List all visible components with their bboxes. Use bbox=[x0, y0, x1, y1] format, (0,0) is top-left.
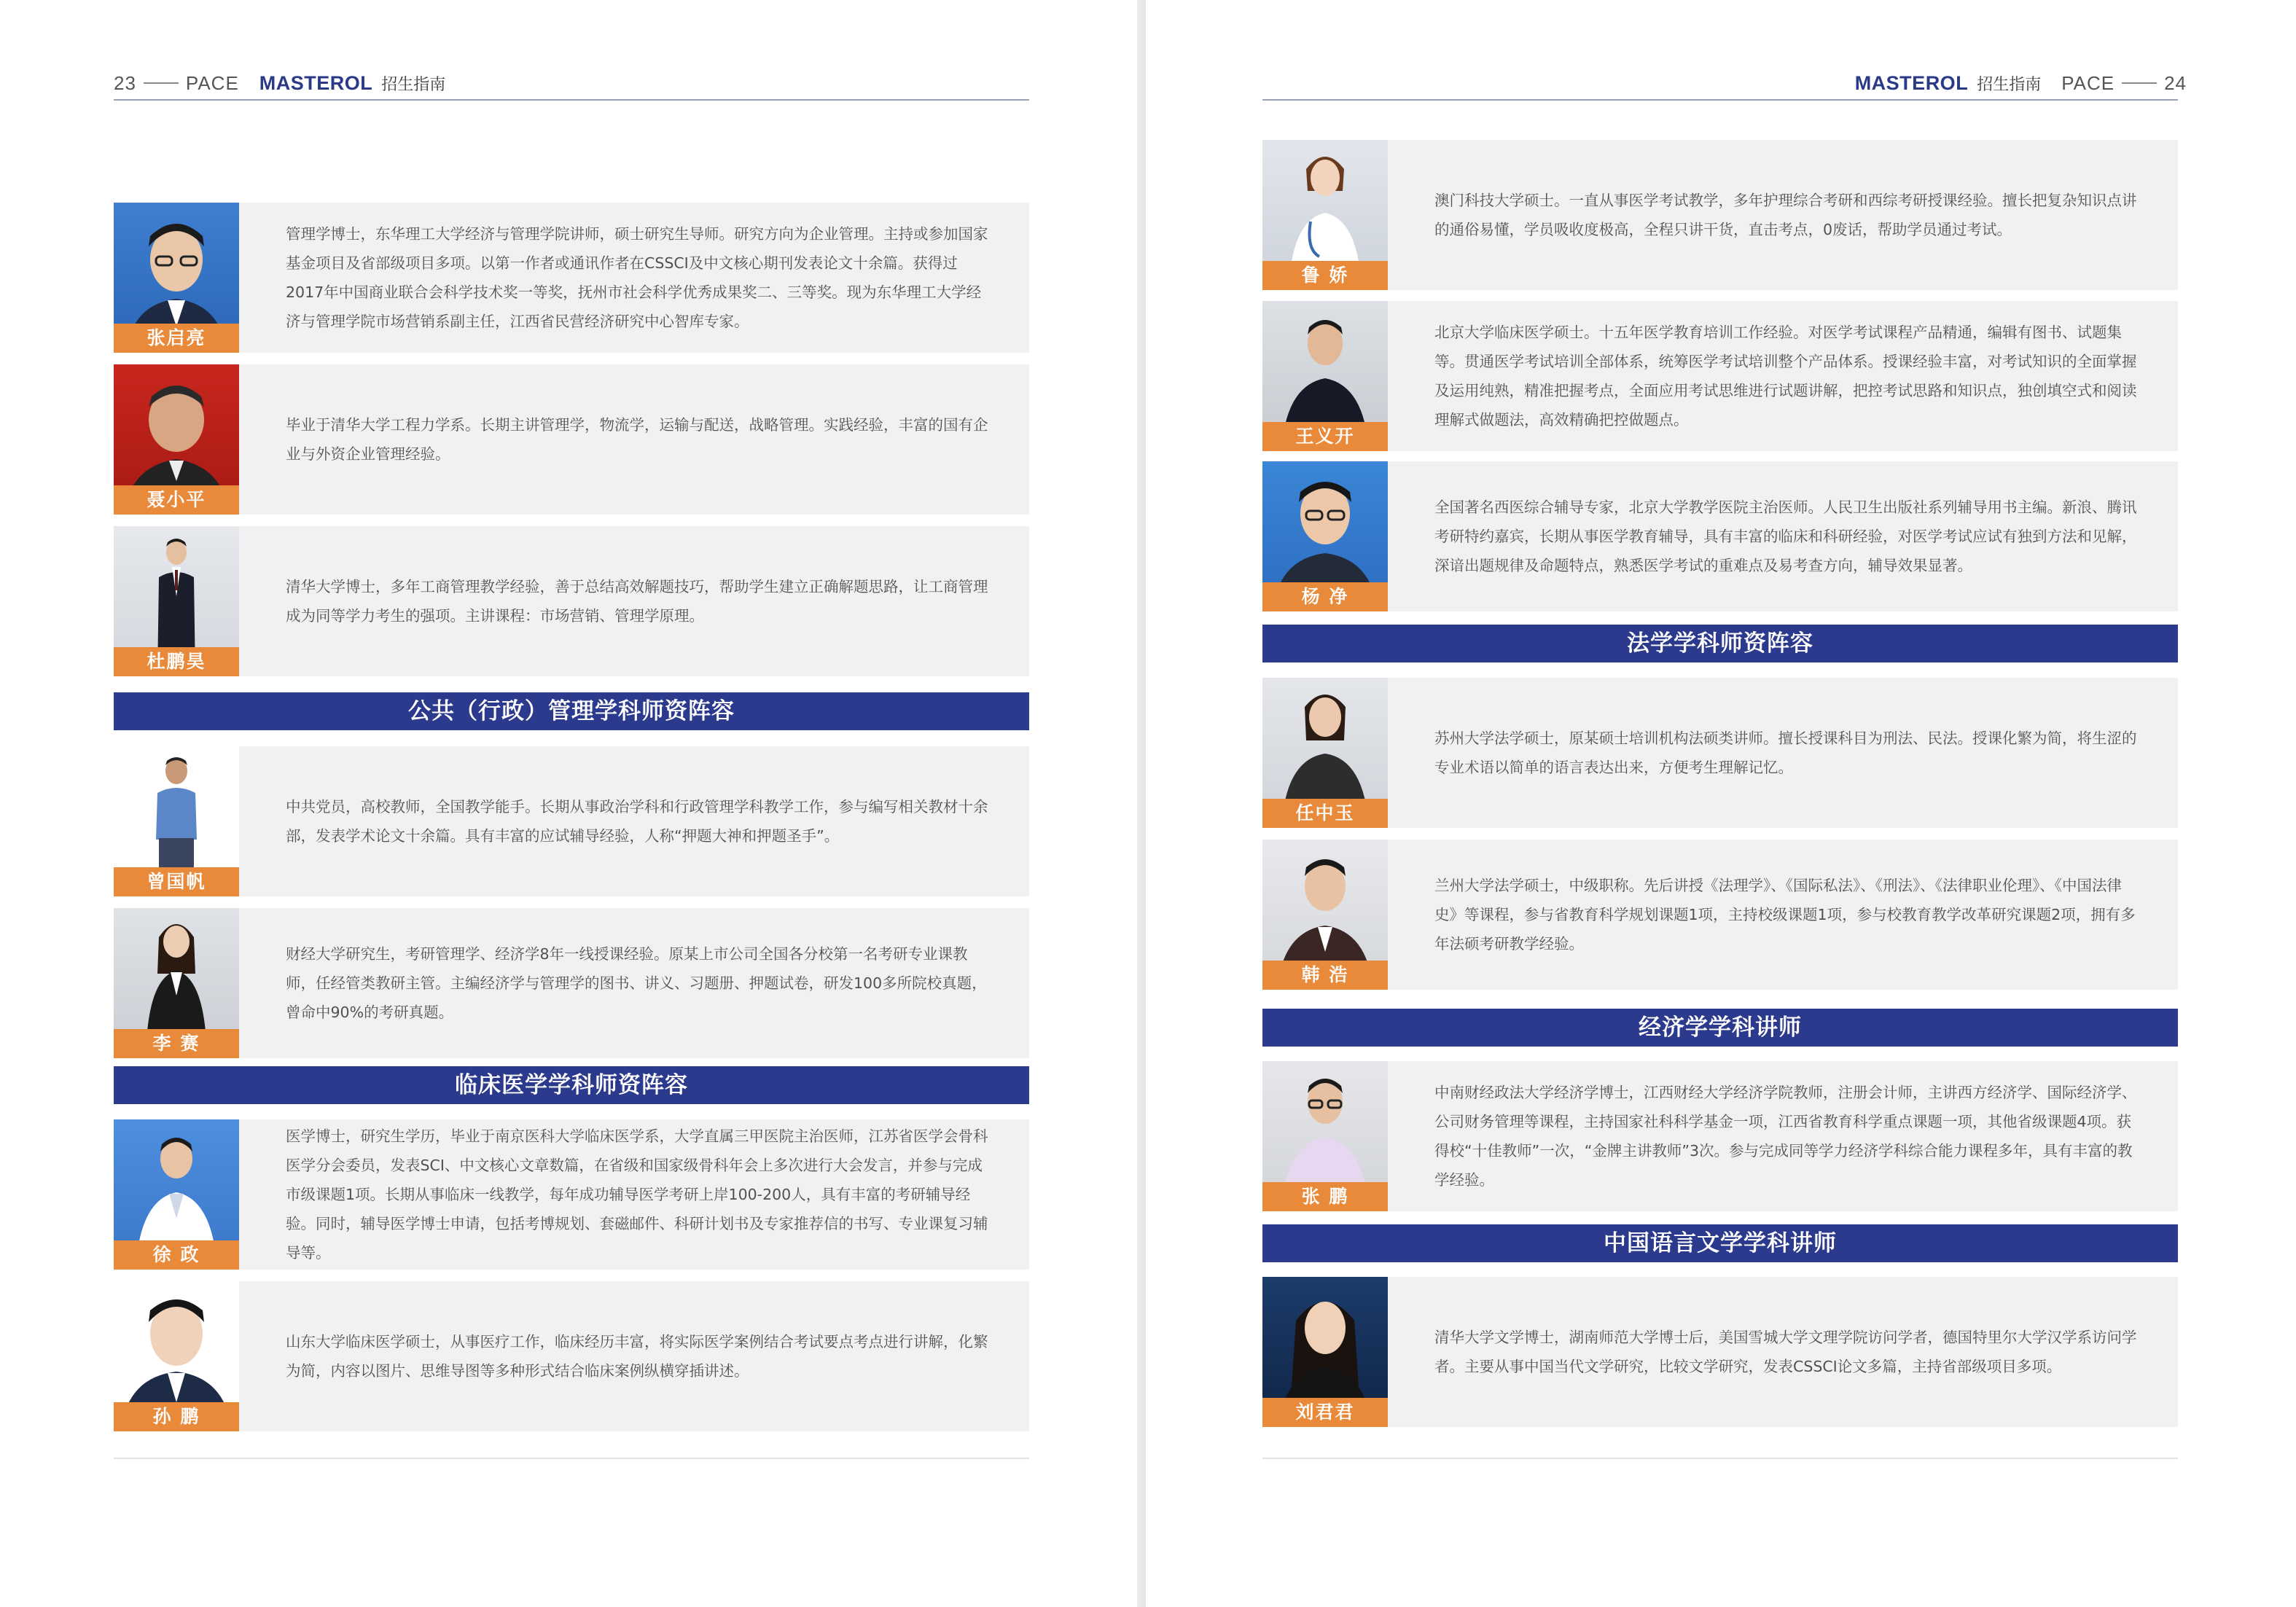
teacher-bio: 管理学博士，东华理工大学经济与管理学院讲师，硕士研究生导师。研究方向为企业管理。主持或参加国家基金项目及省部级项目多项。以第一作者或通讯作者在CSSCI及中文核心期刊发表论文十余篇。获得过2017年中国商业联合会科学技术奖一等奖，抚州市社会科学优秀成果奖二、三等奖。现为东华理工大学经济与管理学院市场营销系副主任，江西省民营经济研究中心智库专家。 bbox=[286, 225, 988, 330]
teacher-name-tag: 张 鹏 bbox=[1262, 1182, 1388, 1211]
teacher-bio: 兰州大学法学硕士，中级职称。先后讲授《法理学》、《国际私法》、《刑法》、《法律职业伦理》、《中国法律史》等课程，参与省教育科学规划课题1项，主持校级课题1项，参与校教育教学改革研究课题2项，拥有多年法硕考研教学经验。 bbox=[1434, 877, 2136, 953]
teacher-bio: 中南财经政法大学经济学博士，江西财经大学经济学院教师，注册会计师，主讲西方经济学、国际经济学、公司财务管理等课程，主持国家社科科学基金一项，江西省教育科学重点课题一项，其他省级课题4项。获得校“十佳教师”一次，“金牌主讲教师”3次。参与完成同等学力经济学科综合能力课程多年，具有丰富的教学经验。 bbox=[1434, 1084, 2137, 1189]
section-banner: 经济学学科讲师 bbox=[1262, 1009, 2178, 1047]
right-page bbox=[1146, 0, 2296, 1607]
page-number: 23 bbox=[114, 71, 136, 94]
teacher-name-tag: 徐 政 bbox=[114, 1240, 239, 1270]
teacher-card bbox=[1262, 678, 2178, 828]
teacher-card bbox=[1262, 1277, 2178, 1427]
teacher-card bbox=[1262, 140, 2178, 290]
teacher-card bbox=[114, 1281, 1029, 1431]
teacher-card bbox=[114, 526, 1029, 676]
brand-logo: MASTEROL bbox=[259, 71, 373, 94]
teacher-bio: 山东大学临床医学硕士，从事医疗工作，临床经历丰富，将实际医学案例结合考试要点考点进行讲解，化繁为简，内容以图片、思维导图等多种形式结合临床案例纵横穿插讲述。 bbox=[286, 1333, 988, 1380]
header-dash bbox=[144, 82, 179, 84]
teacher-name-tag: 刘君君 bbox=[1262, 1398, 1388, 1427]
teacher-bio: 北京大学临床医学硕士。十五年医学教育培训工作经验。对医学考试课程产品精通，编辑有图书、试题集等。贯通医学考试培训全部体系，统筹医学考试培训整个产品体系。授课经验丰富，对考试知识的全面掌握及运用纯熟，精准把握考点，全面应用考试思维进行试题讲解，把控考试思路和知识点，独创填空式和阅读理解式做题法，高效精确把控做题点。 bbox=[1434, 324, 2137, 429]
teacher-name-tag: 聂小平 bbox=[114, 485, 239, 515]
teacher-name-tag: 韩 浩 bbox=[1262, 961, 1388, 990]
section-banner: 临床医学学科师资阵容 bbox=[114, 1066, 1029, 1104]
teacher-bio: 医学博士，研究生学历，毕业于南京医科大学临床医学系，大学直属三甲医院主治医师，江苏省医学会骨科医学分会委员，发表SCI、中文核心文章数篇，在省级和国家级骨科年会上多次进行大会发言，并参与完成市级课题1项。长期从事临床一线教学，每年成功辅导医学考研上岸100-200人，具有丰富的考研辅导经验。同时，辅导医学博士申请，包括考博规划、套磁邮件、科研计划书及专家推荐信的书写、专业课复习辅导等。 bbox=[286, 1127, 988, 1262]
brand-logo: MASTEROL bbox=[1854, 71, 1969, 94]
teacher-card bbox=[1262, 301, 2178, 451]
page-header bbox=[114, 69, 445, 98]
teacher-name-tag: 杜鹏昊 bbox=[114, 647, 239, 676]
page-word: PACE bbox=[185, 71, 239, 94]
teacher-name-tag: 张启亮 bbox=[114, 324, 239, 353]
teacher-name-tag: 李 赛 bbox=[114, 1029, 239, 1058]
section-banner: 中国语言文学学科讲师 bbox=[1262, 1224, 2178, 1262]
teacher-name-tag: 王义开 bbox=[1262, 422, 1388, 451]
teacher-bio: 全国著名西医综合辅导专家，北京大学教学医院主治医师。人民卫生出版社系列辅导用书主编。新浪、腾讯考研特约嘉宾，长期从事医学教育辅导，具有丰富的临床和科研经验，对医学考试应试有独到方法和见解，深谙出题规律及命题特点，熟悉医学考试的重难点及易考查方向，辅导效果显著。 bbox=[1434, 498, 2137, 574]
teacher-bio: 财经大学研究生，考研管理学、经济学8年一线授课经验。原某上市公司全国各分校第一名考研专业课教师，任经管类教研主管。主编经济学与管理学的图书、讲义、习题册、押题试卷，研发100多所院校真题，曾命中90%的考研真题。 bbox=[286, 945, 987, 1021]
header-rule bbox=[114, 99, 1029, 101]
page-number: 24 bbox=[2164, 71, 2187, 94]
teacher-name-tag: 鲁 娇 bbox=[1262, 261, 1388, 290]
teacher-bio: 苏州大学法学硕士，原某硕士培训机构法硕类讲师。擅长授课科目为刑法、民法。授课化繁为简，将生涩的专业术语以简单的语言表达出来，方便考生理解记忆。 bbox=[1434, 730, 2137, 776]
teacher-name-tag: 孙 鹏 bbox=[114, 1402, 239, 1431]
teacher-card bbox=[1262, 461, 2178, 611]
teacher-bio: 清华大学博士，多年工商管理教学经验，善于总结高效解题技巧，帮助学生建立正确解题思路，让工商管理成为同等学力考生的强项。主讲课程：市场营销、管理学原理。 bbox=[286, 578, 988, 625]
teacher-card bbox=[1262, 1061, 2178, 1211]
teacher-bio: 毕业于清华大学工程力学系。长期主讲管理学，物流学，运输与配送，战略管理。实践经验，丰富的国有企业与外资企业管理经验。 bbox=[286, 416, 988, 463]
teacher-bio: 中共党员，高校教师，全国教学能手。长期从事政治学科和行政管理学科教学工作，参与编写相关教材十余部，发表学术论文十余篇。具有丰富的应试辅导经验，人称“押题大神和押题圣手”。 bbox=[286, 798, 988, 845]
section-banner: 法学学科师资阵容 bbox=[1262, 625, 2178, 662]
teacher-card bbox=[114, 746, 1029, 896]
teacher-name-tag: 任中玉 bbox=[1262, 799, 1388, 828]
header-dash bbox=[2122, 82, 2157, 84]
teacher-name-tag: 杨 净 bbox=[1262, 582, 1388, 611]
guide-title: 招生指南 bbox=[1977, 75, 2042, 94]
footer-rule bbox=[114, 1458, 1029, 1459]
footer-rule bbox=[1262, 1458, 2178, 1459]
teacher-card bbox=[114, 1119, 1029, 1270]
page-word: PACE bbox=[2061, 71, 2115, 94]
teacher-card bbox=[1262, 840, 2178, 990]
page-header bbox=[1855, 69, 2187, 98]
teacher-card bbox=[114, 908, 1029, 1058]
guide-title: 招生指南 bbox=[381, 75, 446, 94]
left-page bbox=[0, 0, 1137, 1607]
teacher-card bbox=[114, 203, 1029, 353]
teacher-bio: 澳门科技大学硕士。一直从事医学考试教学，多年护理综合考研和西综考研授课经验。擅长把复杂知识点讲的通俗易懂，学员吸收度极高，全程只讲干货，直击考点，0废话，帮助学员通过考试。 bbox=[1434, 192, 2137, 238]
teacher-card bbox=[114, 364, 1029, 515]
teacher-bio: 清华大学文学博士，湖南师范大学博士后，美国雪城大学文理学院访问学者，德国特里尔大学汉学系访问学者。主要从事中国当代文学研究，比较文学研究，发表CSSCI论文多篇，主持省部级项目多项。 bbox=[1434, 1329, 2137, 1375]
header-rule bbox=[1262, 99, 2178, 101]
section-banner: 公共（行政）管理学科师资阵容 bbox=[114, 692, 1029, 730]
teacher-name-tag: 曾国帆 bbox=[114, 867, 239, 896]
